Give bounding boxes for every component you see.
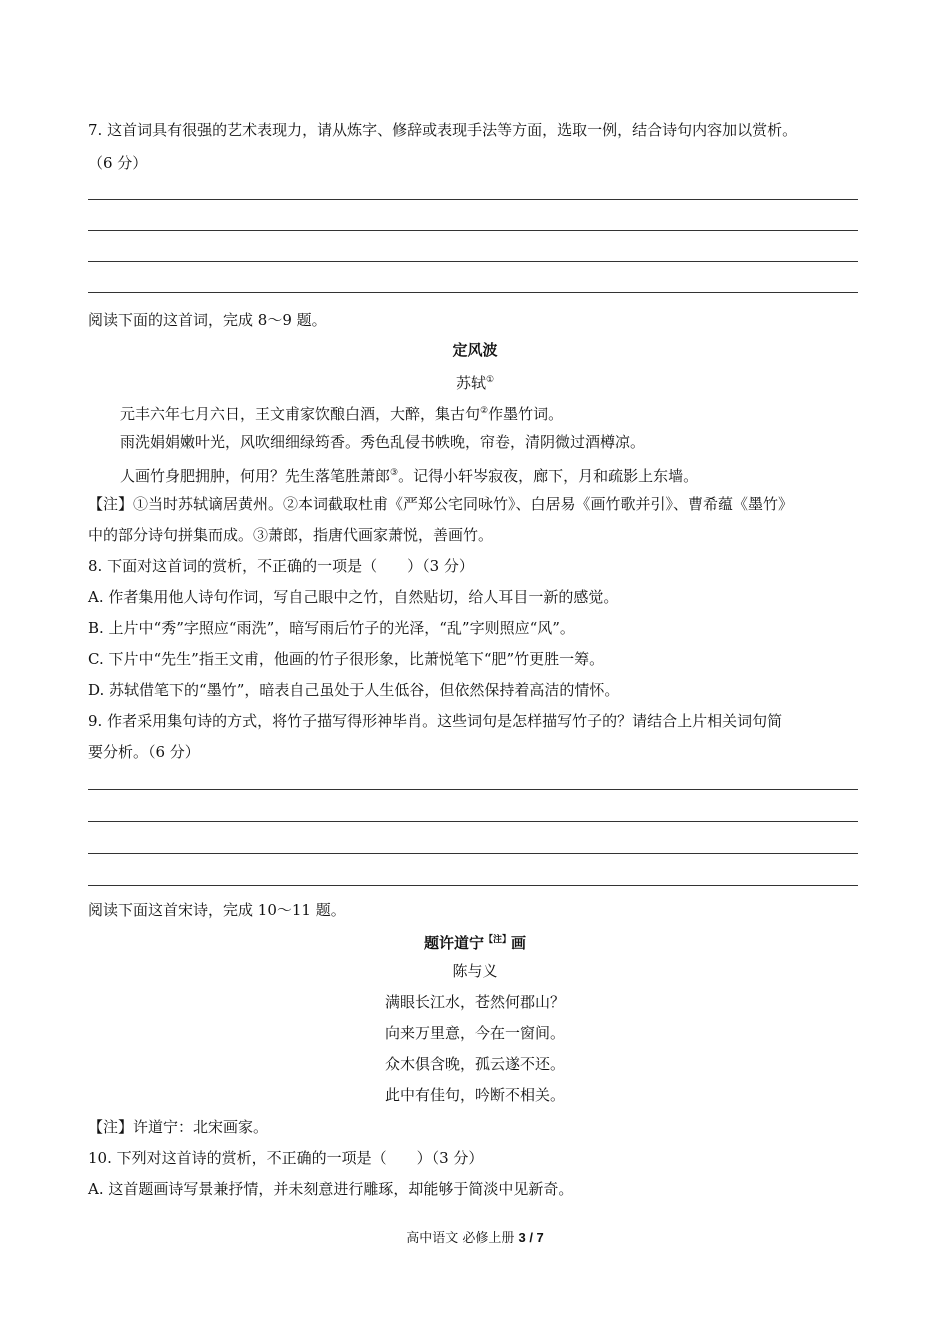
answer-line[interactable] <box>88 230 858 231</box>
poem2-title <box>0 930 950 953</box>
poem2-note: 【注】许道宁：北宋画家。 <box>88 1118 269 1136</box>
answer-line[interactable] <box>88 292 858 293</box>
footnote-marker: 【注】 <box>483 935 511 945</box>
answer-line[interactable] <box>88 885 858 886</box>
footnote-marker: ③ <box>390 468 399 478</box>
poem1-author <box>0 370 950 393</box>
preface-text: 元丰六年七月六日，王文甫家饮酿白酒，大醉，集古句 <box>120 405 481 423</box>
title-text: 题许道宁 <box>423 934 484 952</box>
footnote-marker: ① <box>485 375 495 385</box>
stanza-text: 。记得小轩岑寂夜，廊下，月和疏影上东墙。 <box>398 467 699 485</box>
q8-stem: 8. 下面对这首词的赏析，不正确的一项是（ ）（3 分） <box>88 557 474 575</box>
poem1-preface <box>120 401 563 424</box>
answer-line[interactable] <box>88 853 858 854</box>
footnote-marker: ② <box>480 406 489 416</box>
answer-line[interactable] <box>88 821 858 822</box>
q9-line1: 9. 作者采用集句诗的方式，将竹子描写得形神毕肖。这些词句是怎样描写竹子的？请结合上片相关词句简 <box>88 712 783 730</box>
q8-option-b[interactable]: B. 上片中“秀”字照应“雨洗”，暗写雨后竹子的光泽，“乱”字则照应“风”。 <box>88 619 575 637</box>
poem1-note-line2: 中的部分诗句拼集而成。③萧郎，指唐代画家萧悦，善画竹。 <box>88 526 494 544</box>
poem1-stanza2 <box>120 463 698 486</box>
preface-text: 作墨竹词。 <box>488 405 564 423</box>
q10-stem: 10. 下列对这首诗的赏析，不正确的一项是（ ）（3 分） <box>88 1149 484 1167</box>
q7-line2: （6 分） <box>88 154 148 172</box>
footer-label: 高中语文 必修上册 <box>406 1231 519 1246</box>
poem2-line: 满眼长江水，苍然何郡山？ <box>384 993 565 1011</box>
answer-line[interactable] <box>88 261 858 262</box>
page-number: 3 / 7 <box>518 1230 544 1245</box>
section1-intro: 阅读下面的这首词，完成 8～9 题。 <box>88 311 327 329</box>
poem1-title: 定风波 <box>452 341 498 359</box>
q8-option-a[interactable]: A. 作者集用他人诗句作词，写自己眼中之竹，自然贴切，给人耳目一新的感觉。 <box>88 588 619 606</box>
poem1-note-line1: 【注】①当时苏轼谪居黄州。②本词截取杜甫《严郑公宅同咏竹》、白居易《画竹歌并引》、曹希蕴《墨竹》 <box>88 495 794 513</box>
answer-line[interactable] <box>88 789 858 790</box>
answer-line[interactable] <box>88 199 858 200</box>
section2-intro: 阅读下面这首宋诗，完成 10～11 题。 <box>88 901 346 919</box>
poem2-line: 此中有佳句，吟断不相关。 <box>384 1086 565 1104</box>
q8-option-c[interactable]: C. 下片中“先生”指王文甫，他画的竹子很形象，比萧悦笔下“肥”竹更胜一筹。 <box>88 650 605 668</box>
poem2-line: 众木俱含晚，孤云遂不还。 <box>384 1055 565 1073</box>
poem2-line: 向来万里意，今在一窗间。 <box>384 1024 565 1042</box>
title-text: 画 <box>511 934 527 952</box>
poem2-author: 陈与义 <box>452 962 498 980</box>
page-footer <box>0 1227 950 1246</box>
q9-line2: 要分析。（6 分） <box>88 743 200 761</box>
q10-option-a[interactable]: A. 这首题画诗写景兼抒情，并未刻意进行雕琢，却能够于简淡中见新奇。 <box>88 1180 574 1198</box>
poem1-author-name: 苏轼 <box>455 374 486 392</box>
q8-option-d[interactable]: D. 苏轼借笔下的“墨竹”，暗表自己虽处于人生低谷，但依然保持着高洁的情怀。 <box>88 681 620 699</box>
poem1-stanza1: 雨洗娟娟嫩叶光，风吹细细绿筠香。秀色乱侵书帙晚，帘卷，清阴微过酒樽凉。 <box>120 433 646 451</box>
q7-line1: 7. 这首词具有很强的艺术表现力，请从炼字、修辞或表现手法等方面，选取一例，结合诗句内容加以赏析。 <box>88 121 798 139</box>
stanza-text: 人画竹身肥拥肿，何用？先生落笔胜萧郎 <box>120 467 391 485</box>
